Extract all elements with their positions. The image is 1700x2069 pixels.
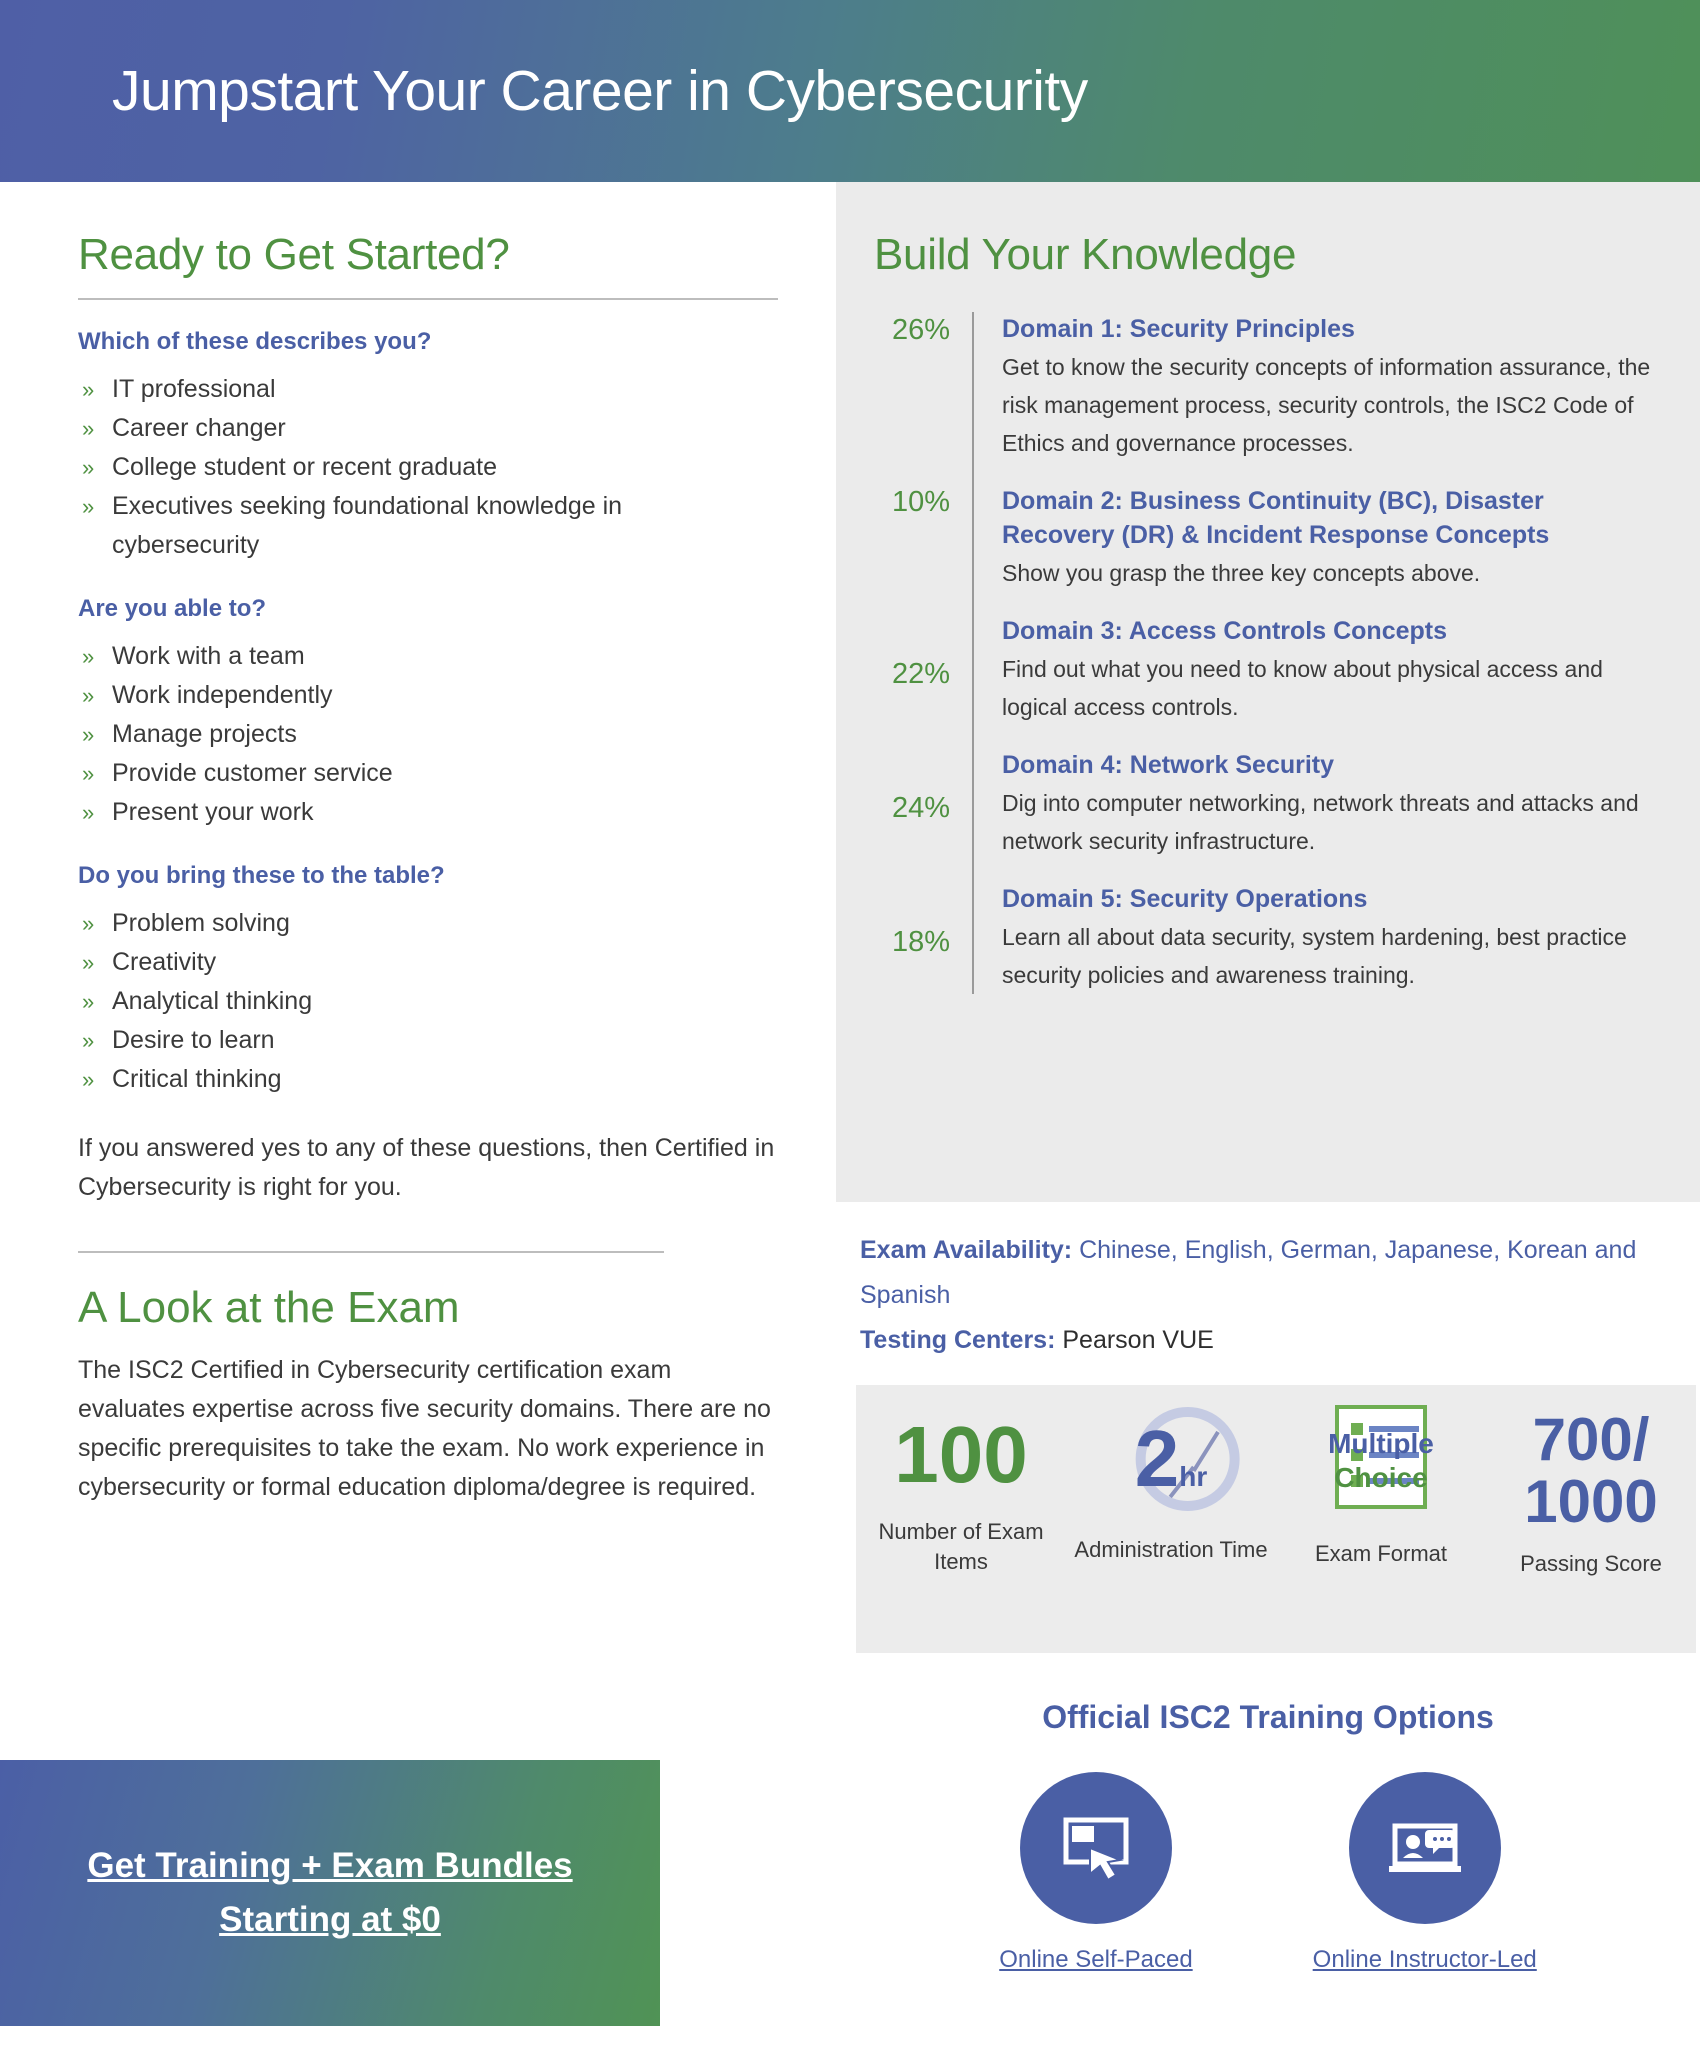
stat-value-line1: 700/ (1532, 1406, 1650, 1473)
list-item-label: Creativity (112, 948, 217, 976)
left-column (0, 182, 836, 1974)
cta-banner[interactable] (0, 1760, 660, 2026)
list-item (78, 370, 776, 409)
list-item (78, 982, 776, 1021)
domain-percent: 26% (891, 314, 950, 346)
list-group-3 (78, 904, 776, 1099)
list-item-label: Provide customer service (112, 759, 393, 787)
domain-description: Dig into computer networking, network threats and attacks and network security infrastructure. (1002, 790, 1639, 854)
testing-centers-label: Testing Centers: (860, 1326, 1056, 1354)
question-heading-2: Are you able to? (78, 595, 267, 622)
chevron-right-icon: » (82, 377, 95, 402)
self-paced-icon (1020, 1772, 1172, 1924)
domain-title: Domain 3: Access Controls Concepts (1002, 617, 1448, 645)
domain-description: Show you grasp the three key concepts above. (1002, 560, 1481, 586)
training-options-heading: Official ISC2 Training Options (1042, 1699, 1494, 1735)
chevron-right-icon: » (82, 683, 95, 708)
chevron-right-icon: » (82, 644, 95, 669)
cta-line-2: Starting at $0 (219, 1900, 441, 1939)
stat-administration-time (1066, 1409, 1276, 1565)
list-item-label: Manage projects (112, 720, 297, 748)
list-group-2 (78, 637, 776, 832)
chevron-right-icon: » (82, 989, 95, 1014)
domain-row (860, 614, 1660, 748)
testing-centers-value: Pearson VUE (1062, 1326, 1214, 1354)
exam-availability-line (860, 1228, 1660, 1318)
list-item (78, 793, 776, 832)
divider (78, 1251, 664, 1253)
domain-description: Learn all about data security, system hardening, best practice security policies and awareness training. (1002, 924, 1627, 988)
instructor-led-link[interactable]: Online Instructor-Led (1312, 1946, 1537, 1973)
domain-percent: 10% (891, 486, 950, 518)
list-item-label: College student or recent graduate (112, 453, 497, 481)
chevron-right-icon: » (82, 722, 95, 747)
question-heading-3: Do you bring these to the table? (78, 862, 445, 889)
list-item-label: Career changer (112, 414, 286, 442)
domain-row (860, 312, 1660, 484)
list-item-label: Critical thinking (112, 1065, 282, 1093)
list-item (78, 409, 776, 448)
list-item (78, 754, 776, 793)
availability-block (836, 1202, 1700, 1363)
list-item (78, 448, 776, 487)
chevron-right-icon: » (82, 416, 95, 441)
chevron-right-icon: » (82, 950, 95, 975)
domain-title: Domain 4: Network Security (1002, 751, 1335, 779)
chevron-right-icon: » (82, 1028, 95, 1053)
domain-title: Domain 1: Security Principles (1002, 315, 1355, 343)
list-item-label: Problem solving (112, 909, 290, 937)
page-header (0, 0, 1700, 182)
domain-percent: 18% (891, 926, 950, 958)
cta-line-1: Get Training + Exam Bundles (87, 1846, 573, 1885)
stat-passing-score (1486, 1406, 1696, 1579)
stat-caption: Number of Exam Items (878, 1519, 1044, 1574)
list-item (78, 1060, 776, 1099)
closing-note: If you answered yes to any of these questions, then Certified in Cybersecurity is right for you. (78, 1134, 775, 1201)
domain-title: Domain 5: Security Operations (1002, 885, 1368, 913)
stat-exam-format (1276, 1409, 1486, 1569)
chevron-right-icon: » (82, 911, 95, 936)
stat-number-of-items (856, 1409, 1066, 1577)
training-options-section (836, 1699, 1700, 1974)
chevron-right-icon: » (82, 1067, 95, 1092)
domain-percent: 22% (891, 658, 950, 690)
instructor-led-icon (1349, 1772, 1501, 1924)
stat-value-line2: Choice (1334, 1462, 1428, 1493)
question-heading-1: Which of these describes you? (78, 328, 432, 355)
domain-description: Find out what you need to know about physical access and logical access controls. (1002, 656, 1603, 720)
list-item (78, 676, 776, 715)
list-item-label: IT professional (112, 375, 276, 403)
domain-list (860, 312, 1660, 994)
exam-availability-label: Exam Availability: (860, 1236, 1073, 1264)
list-item-label: Present your work (112, 798, 314, 826)
divider (78, 298, 778, 300)
list-item (78, 904, 776, 943)
exam-availability-value: Chinese, English, German, Japanese, Korean and Spanish (860, 1236, 1637, 1309)
chevron-right-icon: » (82, 494, 95, 519)
list-item (78, 637, 776, 676)
list-item-label: Work independently (112, 681, 333, 709)
chevron-right-icon: » (82, 455, 95, 480)
stat-value: 2 (1134, 1414, 1180, 1503)
ready-to-get-started-heading: Ready to Get Started? (78, 230, 510, 279)
stat-unit: hr (1179, 1461, 1208, 1492)
build-your-knowledge-panel (836, 182, 1700, 1202)
stat-caption: Administration Time (1074, 1537, 1268, 1562)
domain-title: Domain 2: Business Continuity (BC), Disaster Recovery (DR) & Incident Response Concepts (1002, 487, 1550, 549)
training-option-instructor-led[interactable] (1313, 1772, 1537, 1974)
chevron-right-icon: » (82, 800, 95, 825)
list-item-label: Executives seeking foundational knowledge in cybersecurity (112, 492, 623, 559)
domain-percent: 24% (891, 792, 950, 824)
stat-caption: Passing Score (1520, 1551, 1662, 1576)
list-item-label: Work with a team (112, 642, 305, 670)
domain-row (860, 748, 1660, 882)
chevron-right-icon: » (82, 761, 95, 786)
list-item (78, 715, 776, 754)
list-item (78, 487, 776, 565)
stat-value-line1: Multiple (1328, 1428, 1434, 1459)
list-item-label: Desire to learn (112, 1026, 275, 1054)
list-group-1 (78, 370, 776, 565)
build-your-knowledge-heading: Build Your Knowledge (874, 230, 1297, 279)
domain-row (860, 882, 1660, 994)
list-item (78, 943, 776, 982)
page-title: Jumpstart Your Career in Cybersecurity (112, 59, 1088, 123)
stat-value: 100 (894, 1410, 1028, 1499)
stat-value-line2: 1000 (1524, 1468, 1658, 1535)
domain-description: Get to know the security concepts of information assurance, the risk management process, security controls, the ISC2 Code of Ethics and governance processes. (1002, 354, 1651, 456)
self-paced-link[interactable]: Online Self-Paced (999, 1946, 1193, 1973)
list-item-label: Analytical thinking (112, 987, 313, 1015)
list-item (78, 1021, 776, 1060)
exam-heading: A Look at the Exam (78, 1283, 460, 1332)
exam-description: The ISC2 Certified in Cybersecurity certification exam evaluates expertise across five security domains. There are no specific prerequisites to take the exam. No work experience in cybersecurity or formal education diploma/degree is required. (78, 1356, 771, 1501)
training-option-self-paced[interactable] (999, 1772, 1192, 1974)
stat-caption: Exam Format (1314, 1541, 1448, 1566)
exam-stats-strip (856, 1385, 1696, 1653)
right-column (836, 182, 1700, 1974)
domain-row (860, 484, 1660, 614)
cta-link[interactable] (87, 1839, 572, 1947)
testing-centers-line (860, 1318, 1660, 1363)
